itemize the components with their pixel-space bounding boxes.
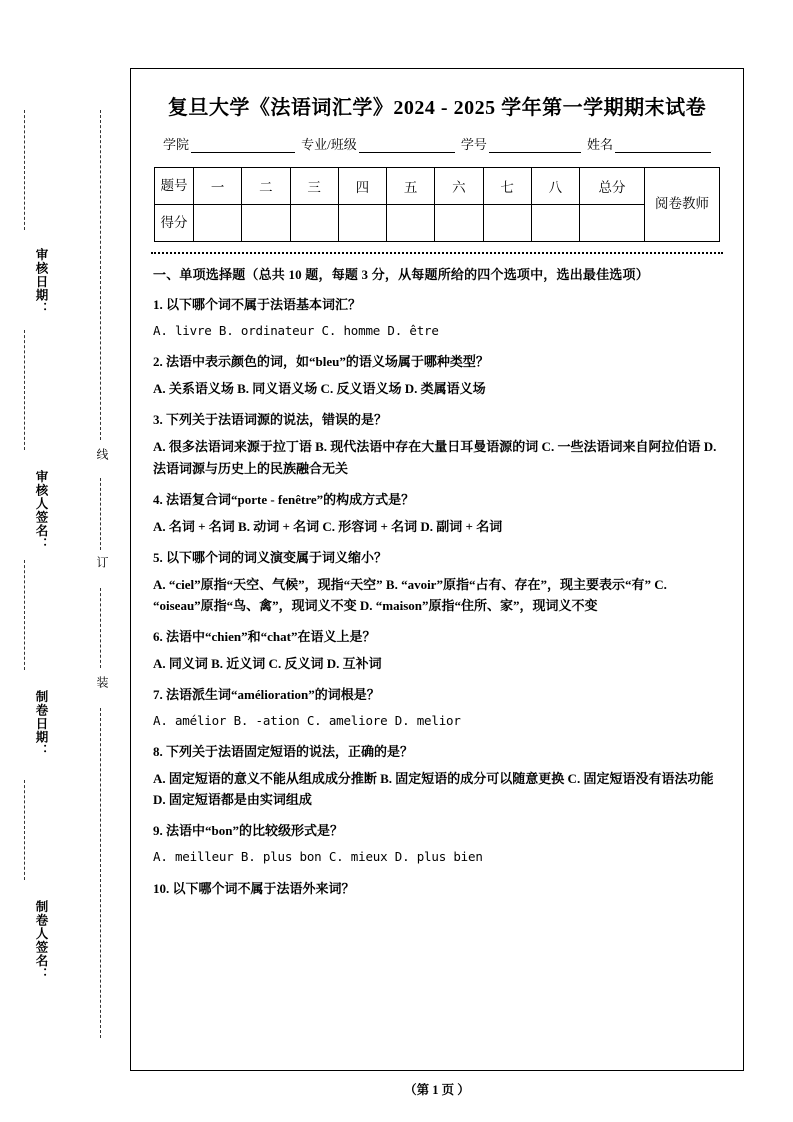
score-col-1: 一 <box>194 168 242 205</box>
score-col-total: 总分 <box>580 168 645 205</box>
row-label-question-number: 题号 <box>155 168 194 205</box>
field-major-class-label: 专业/班级 <box>301 137 357 152</box>
score-col-7: 七 <box>483 168 531 205</box>
dashed-line-far-left-4 <box>24 780 25 880</box>
question-8: 8. 下列关于法语固定短语的说法，正确的是？ <box>153 744 414 760</box>
seal-word-zhuang: 装 <box>95 676 109 690</box>
seal-word-ding: 订 <box>95 556 109 570</box>
table-row-scores <box>155 205 720 242</box>
score-cell-7[interactable] <box>483 205 531 242</box>
divider-dotted <box>151 252 723 254</box>
score-cell-6[interactable] <box>435 205 483 242</box>
identity-fields <box>163 134 711 153</box>
score-col-8: 八 <box>531 168 579 205</box>
reviewer-sign-label: 审核人签名： <box>34 470 48 551</box>
question-3-options: A. 很多法语词来源于拉丁语 B. 现代法语中存在大量日耳曼语源的词 C. 一些法语词来自阿拉伯语 D. 法语词源与历史上的民族融合无关 <box>153 439 717 476</box>
question-5: 5. 以下哪个词的词义演变属于词义缩小？ <box>153 549 388 565</box>
field-student-id-blank[interactable] <box>489 139 581 153</box>
question-6-options: A. 同义词 B. 近义词 C. 反义词 D. 互补词 <box>153 655 382 671</box>
score-col-teacher: 阅卷教师 <box>645 168 720 242</box>
dashed-line-top <box>100 110 101 440</box>
score-col-4: 四 <box>338 168 386 205</box>
question-10: 10. 以下哪个词不属于法语外来词？ <box>153 880 355 896</box>
exam-content <box>149 264 725 899</box>
question-9: 9. 法语中“bon”的比较级形式是？ <box>153 823 343 839</box>
field-name <box>587 134 711 153</box>
score-table <box>154 167 720 242</box>
question-2-options: A. 关系语义场 B. 同义语义场 C. 反义语义场 D. 类属语义场 <box>153 381 486 397</box>
score-cell-8[interactable] <box>531 205 579 242</box>
question-9-options: A. meilleur B. plus bon C. mieux D. plus bien <box>153 849 483 865</box>
seal-word-line: 线 <box>95 448 109 462</box>
field-major-class <box>301 134 455 153</box>
margin-strip <box>0 0 130 1122</box>
dashed-line-mid2 <box>100 588 101 668</box>
review-date-label: 审核日期： <box>34 248 48 316</box>
question-1-options: A. livre B. ordinateur C. homme D. être <box>153 323 439 339</box>
score-cell-1[interactable] <box>194 205 242 242</box>
field-college-blank[interactable] <box>191 139 295 153</box>
question-1: 1. 以下哪个词不属于法语基本词汇？ <box>153 297 362 313</box>
question-4: 4. 法语复合词“porte - fenêtre”的构成方式是？ <box>153 491 415 507</box>
field-major-class-blank[interactable] <box>359 139 455 153</box>
score-col-3: 三 <box>290 168 338 205</box>
page-title: 复旦大学《法语词汇学》2024 - 2025 学年第一学期期末试卷 <box>167 97 707 119</box>
question-5-options: A. “ciel”原指“天空、气候”，现指“天空” B. “avoir”原指“占有、存在”，现主要表示“有” C. “oiseau”原指“鸟、禽”，现词义不变 D. “maison”原指“住所、家”，现词义不变 <box>153 576 667 613</box>
section-heading: 一、单项选择题（总共 10 题，每题 3 分，从每题所给的四个选项中，选出最佳选项） <box>153 267 649 282</box>
question-6: 6. 法语中“chien”和“chat”在语义上是？ <box>153 628 376 644</box>
question-2: 2. 法语中表示颜色的词，如“bleu”的语义场属于哪种类型？ <box>153 354 489 370</box>
score-cell-3[interactable] <box>290 205 338 242</box>
paper-sign-label: 制卷人签名： <box>34 900 48 981</box>
score-col-5: 五 <box>387 168 435 205</box>
dashed-line-far-left-3 <box>24 560 25 670</box>
exam-sheet <box>130 68 744 1071</box>
question-7-options: A. amélior B. -ation C. ameliore D. melior <box>153 712 461 728</box>
score-cell-5[interactable] <box>387 205 435 242</box>
field-student-id-label: 学号 <box>460 137 487 152</box>
score-col-2: 二 <box>242 168 290 205</box>
paper-date-label: 制卷日期： <box>34 690 48 758</box>
field-student-id <box>461 134 581 153</box>
row-label-score: 得分 <box>155 205 194 242</box>
dashed-line-far-left-top <box>24 110 25 230</box>
score-col-6: 六 <box>435 168 483 205</box>
score-cell-total[interactable] <box>580 205 645 242</box>
score-cell-2[interactable] <box>242 205 290 242</box>
field-college <box>163 134 295 153</box>
table-row-question-numbers <box>155 168 720 205</box>
field-name-label: 姓名 <box>586 137 613 152</box>
field-college-label: 学院 <box>163 137 190 152</box>
dashed-line-mid1 <box>100 478 101 550</box>
question-8-options: A. 固定短语的意义不能从组成成分推断 B. 固定短语的成分可以随意更换 C. 固定短语没有语法功能 D. 固定短语都是由实词组成 <box>153 771 714 808</box>
question-4-options: A. 名词 + 名词 B. 动词 + 名词 C. 形容词 + 名词 D. 副词 + 名词 <box>153 518 503 534</box>
dashed-line-bottom <box>100 708 101 1038</box>
question-7: 7. 法语派生词“amélioration”的词根是？ <box>153 686 380 702</box>
question-3: 3. 下列关于法语词源的说法，错误的是？ <box>153 412 388 428</box>
dashed-line-far-left-2 <box>24 330 25 450</box>
score-cell-4[interactable] <box>338 205 386 242</box>
field-name-blank[interactable] <box>615 139 711 153</box>
page-footer: （第 1 页 ） <box>404 1083 470 1097</box>
